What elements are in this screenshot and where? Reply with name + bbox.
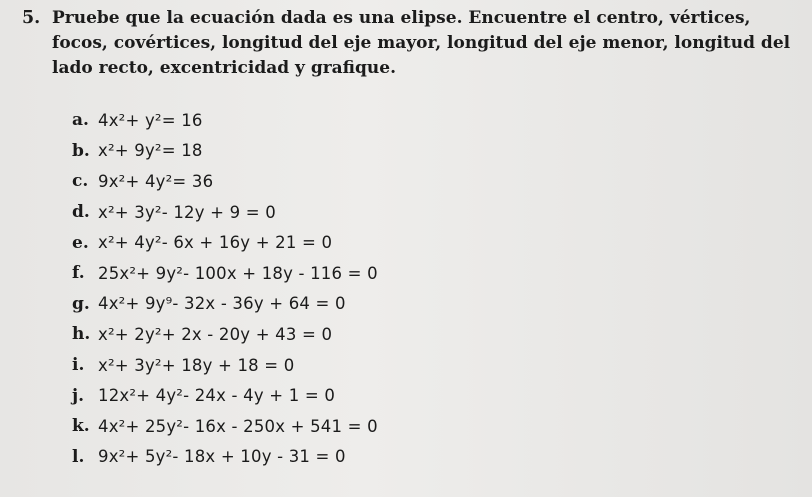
exercise-item-g xyxy=(72,289,772,320)
exercise-equation: 25x²+ 9y²- 100x + 18y - 116 = 0 xyxy=(98,263,378,283)
exercise-equation: 9x²+ 4y²= 36 xyxy=(98,171,214,191)
exercise-equation: x²+ 3y²- 12y + 9 = 0 xyxy=(98,202,276,222)
exercise-item-f xyxy=(72,258,772,289)
exercise-item-l xyxy=(72,442,772,473)
exercise-label: g. xyxy=(72,293,90,314)
exercise-item-b xyxy=(72,136,772,167)
exercise-label: h. xyxy=(72,324,91,345)
exercise-label: d. xyxy=(72,202,90,223)
exercise-label: e. xyxy=(72,232,89,253)
exercise-equation: x²+ 9y²= 18 xyxy=(98,141,203,161)
exercise-label: k. xyxy=(72,416,90,437)
exercise-item-k xyxy=(72,411,772,442)
exercise-item-e xyxy=(72,227,772,258)
exercise-item-j xyxy=(72,380,772,411)
exercise-label: f. xyxy=(72,263,85,284)
exercise-label: l. xyxy=(72,446,85,467)
problem-block xyxy=(22,6,802,81)
exercise-equation: x²+ 2y²+ 2x - 20y + 43 = 0 xyxy=(98,324,333,344)
exercise-equation: 4x²+ y²= 16 xyxy=(98,110,203,130)
exercise-label: j. xyxy=(72,385,85,406)
exercise-item-a xyxy=(72,105,772,136)
exercise-equation: x²+ 3y²+ 18y + 18 = 0 xyxy=(98,355,295,375)
exercise-item-d xyxy=(72,197,772,228)
exercise-equation: 4x²+ 25y²- 16x - 250x + 541 = 0 xyxy=(98,416,378,436)
exercise-label: i. xyxy=(72,355,85,376)
exercise-item-c xyxy=(72,166,772,197)
exercise-label: a. xyxy=(72,110,89,131)
exercise-equation: 4x²+ 9y⁹- 32x - 36y + 64 = 0 xyxy=(98,294,346,314)
exercise-item-i xyxy=(72,350,772,381)
exercise-item-h xyxy=(72,319,772,350)
problem-statement: Pruebe que la ecuación dada es una elipse. Encuentre el centro, vértices, focos, covértices, longitud del eje mayor, longitud del eje menor, longitud del lado recto, excentricidad y grafique. xyxy=(52,8,791,78)
problem-number: 5. xyxy=(22,8,41,28)
exercise-equation: 12x²+ 4y²- 24x - 4y + 1 = 0 xyxy=(98,386,336,406)
exercise-label: b. xyxy=(72,140,90,161)
exercise-equation: x²+ 4y²- 6x + 16y + 21 = 0 xyxy=(98,233,333,253)
exercise-label: c. xyxy=(72,171,89,192)
exercise-equation: 9x²+ 5y²- 18x + 10y - 31 = 0 xyxy=(98,447,346,467)
exercise-list xyxy=(72,105,772,472)
